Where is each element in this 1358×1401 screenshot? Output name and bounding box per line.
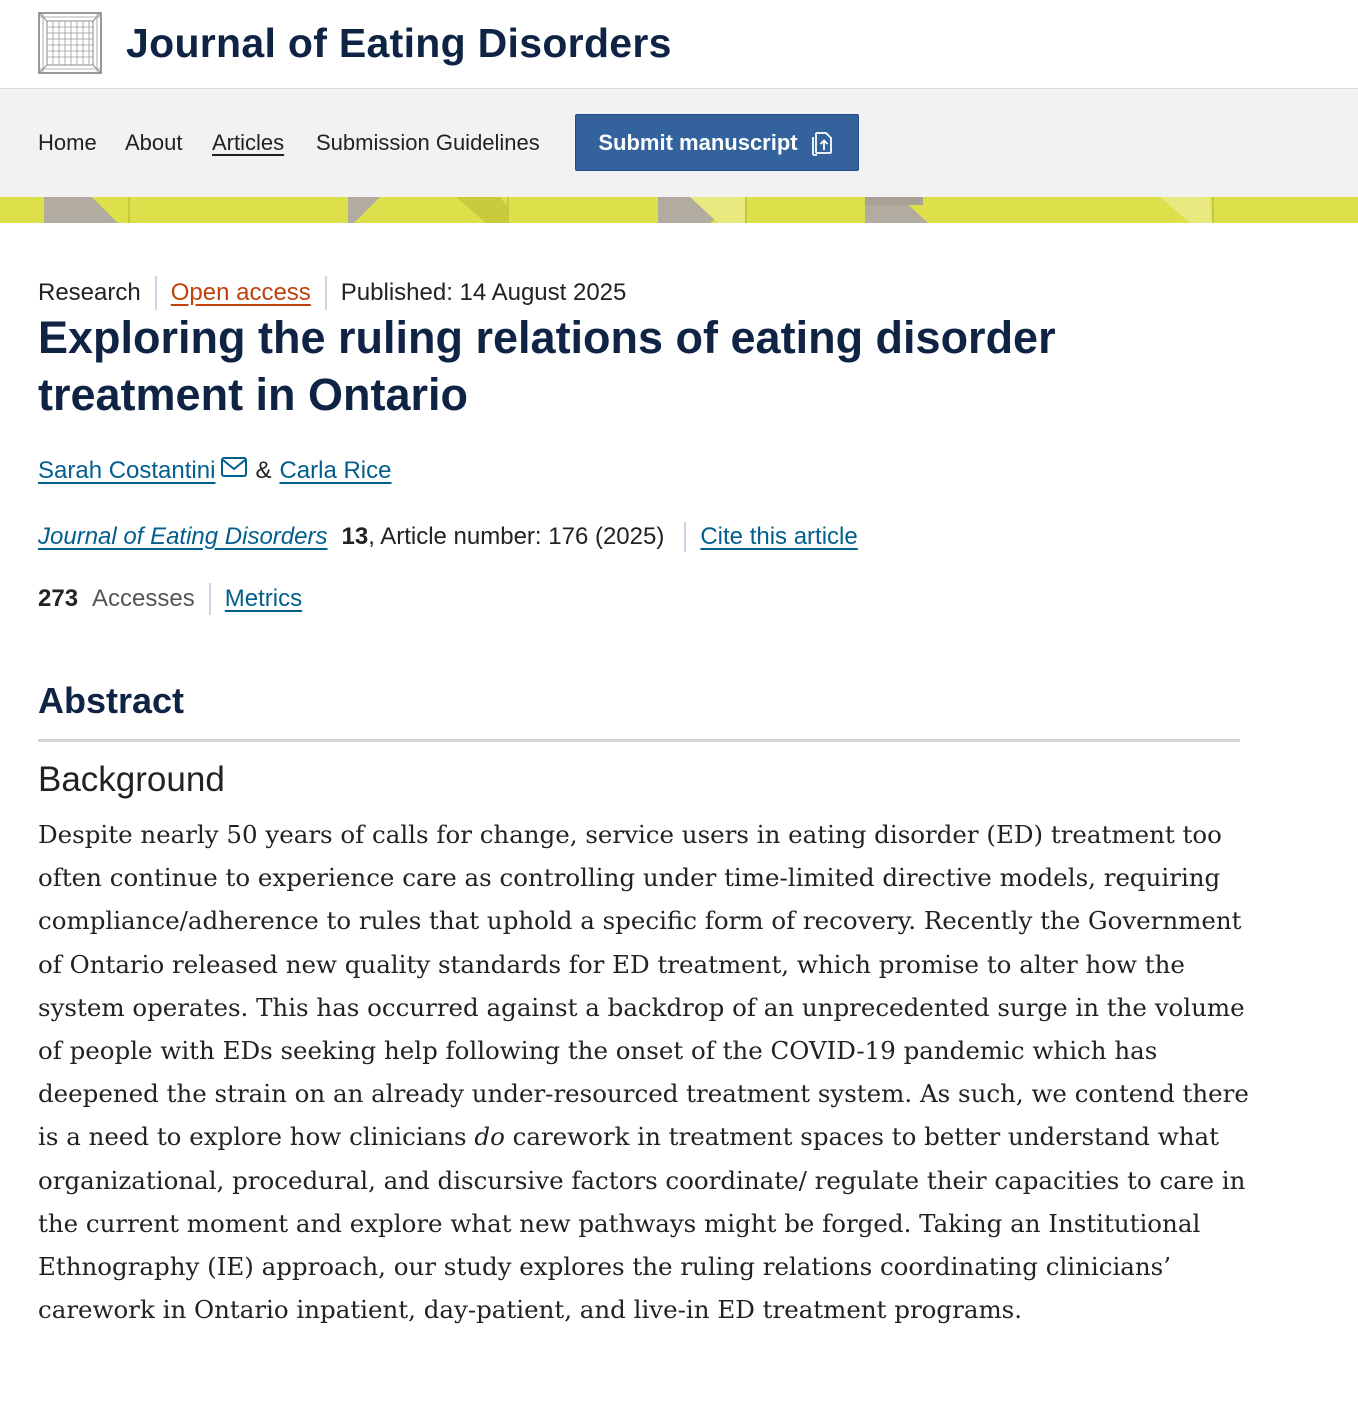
decorative-stripe	[0, 197, 1358, 223]
metrics-link[interactable]: Metrics	[224, 585, 303, 612]
author-link-carla-rice[interactable]: Carla Rice	[279, 457, 392, 484]
abstract-paragraph	[38, 813, 1253, 1331]
article-meta	[38, 276, 626, 310]
submit-manuscript-label: Submit manuscript	[598, 129, 798, 155]
journal-link[interactable]: Journal of Eating Disorders	[38, 523, 328, 550]
citation-line	[38, 522, 858, 552]
journal-cube-logo[interactable]	[38, 12, 102, 74]
upload-document-icon	[810, 129, 836, 157]
abstract-text-part-2: carework in treatment spaces to better understand what organizational, procedural, and discursive factors coordinate/ regulate their capacities to care in the current moment and explore what new pathways might be forged. Taking an Institutional Ethnography (IE) approach, our study explores the ruling relations coordinating clinicians’ carework in Ontario inpatient, day-patient, and live-in ED treatment programs.	[38, 1122, 1246, 1325]
article-number: , Article number: 176 (2025)	[368, 523, 665, 550]
abstract-divider	[38, 739, 1240, 742]
site-header	[0, 0, 1358, 89]
abstract-heading: Abstract	[38, 680, 185, 721]
accesses-count: 273	[38, 585, 79, 612]
author-list	[38, 456, 391, 486]
meta-divider	[155, 276, 157, 310]
nav-home[interactable]: Home	[38, 130, 97, 155]
nav-about[interactable]: About	[125, 130, 183, 155]
accesses-label: Accesses	[92, 585, 195, 612]
nav-submission-guidelines[interactable]: Submission Guidelines	[316, 130, 540, 155]
article-type: Research	[38, 279, 141, 306]
meta-divider	[325, 276, 327, 310]
article-metrics	[38, 583, 302, 615]
main-nav	[0, 89, 1358, 197]
author-link-sarah-costantini[interactable]: Sarah Costantini	[38, 457, 216, 484]
background-heading: Background	[38, 760, 225, 799]
nav-articles[interactable]: Articles	[212, 130, 285, 155]
author-separator: &	[255, 457, 272, 484]
open-access-link[interactable]: Open access	[170, 279, 311, 306]
email-icon[interactable]	[221, 457, 247, 477]
citation-divider	[684, 522, 686, 552]
cite-this-article-link[interactable]: Cite this article	[700, 523, 858, 550]
journal-title[interactable]: Journal of Eating Disorders	[126, 20, 672, 66]
abstract-text-emphasis: do	[474, 1122, 505, 1152]
metrics-divider	[209, 583, 211, 615]
published-date: Published: 14 August 2025	[340, 279, 627, 306]
volume-number: 13	[341, 523, 369, 550]
abstract-text-part-1: Despite nearly 50 years of calls for change, service users in eating disorder (ED) treatment too often continue to experience care as controlling under time-limited directive models, requiring compliance/adherence to rules that uphold a specific form of recovery. Recently the Government of Ontario released new quality standards for ED treatment, which promise to alter how the system operates. This has occurred against a backdrop of an unprecedented surge in the volume of people with EDs seeking help following the onset of the COVID-19 pandemic which has deepened the strain on an already under-resourced treatment system. As such, we contend there is a need to explore how clinicians	[38, 820, 1249, 1152]
submit-manuscript-button[interactable]	[575, 114, 859, 171]
article-title: Exploring the ruling relations of eating disorder treatment in Ontario	[38, 312, 1056, 420]
